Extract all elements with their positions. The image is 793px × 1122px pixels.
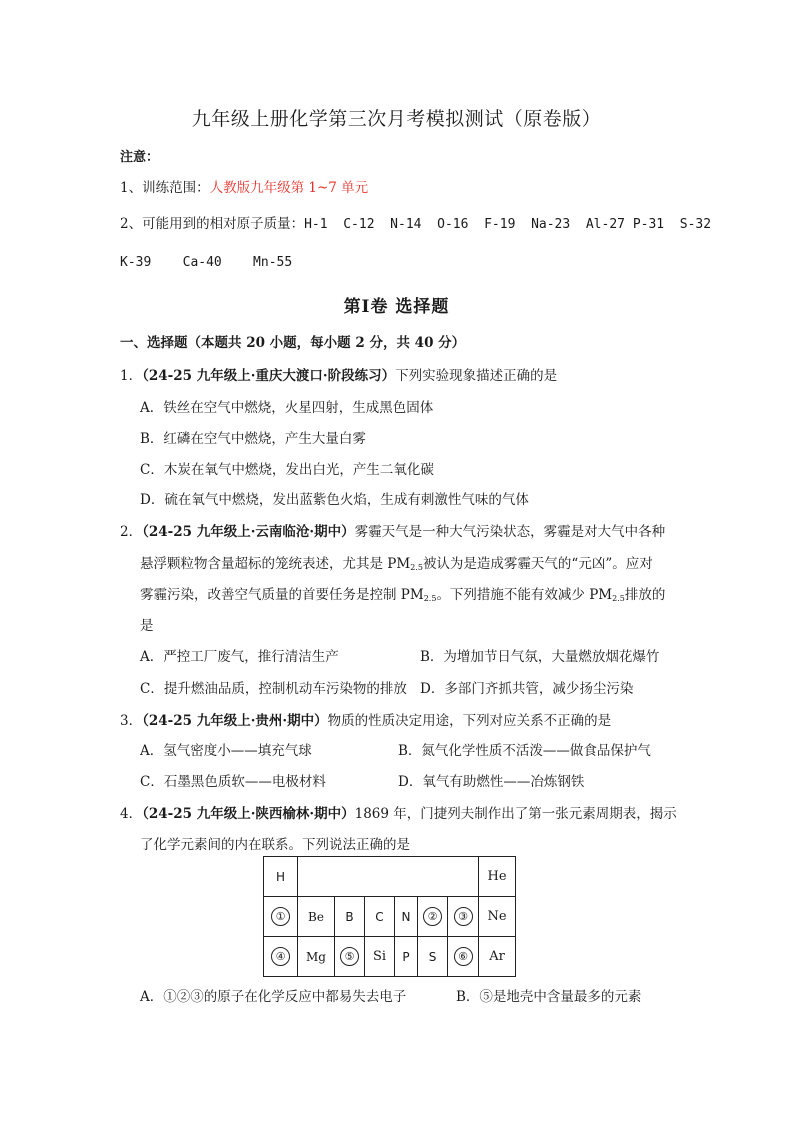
note-2 xyxy=(120,212,711,232)
note-1-prefix: 1、训练范围： xyxy=(120,180,210,196)
question-4-option-a: A．①②③的原子在化学反应中都易失去电子 xyxy=(140,989,407,1005)
pm-subscript: 2.5 xyxy=(612,594,625,603)
question-2-stem-line-2 xyxy=(140,552,653,572)
question-number: 3． xyxy=(120,713,143,729)
question-2-option-a: A．严控工厂废气，推行清洁生产 xyxy=(140,649,339,665)
question-1-option-d: D．硫在氧气中燃烧，发出蓝紫色火焰，生成有刺激性气味的气体 xyxy=(140,492,529,508)
question-4-stem-line-2: 了化学元素间的内在联系。下列说法正确的是 xyxy=(140,837,410,853)
question-number: 1． xyxy=(120,368,143,384)
question-source: （24-25 九年级上·贵州·期中） xyxy=(142,713,328,729)
question-2-option-c: C．提升燃油品质，控制机动车污染物的排放 xyxy=(140,681,407,697)
table-cell: P xyxy=(395,937,418,977)
question-1-option-b: B．红磷在空气中燃烧，产生大量白雾 xyxy=(140,431,366,447)
table-cell: H xyxy=(264,857,298,897)
note-1 xyxy=(120,176,368,196)
question-3-option-b: B．氮气化学性质不活泼——做食品保护气 xyxy=(398,743,651,759)
circled-number: ⑥ xyxy=(454,947,473,966)
question-4-stem-line-1 xyxy=(120,802,677,822)
note-2-masses-cont: K-39 Ca-40 Mn-55 xyxy=(120,255,293,270)
question-text: 雾霾天气是一种大气污染状态，雾霾是对大气中各种 xyxy=(354,524,666,540)
circled-number: ① xyxy=(271,907,290,926)
question-1-option-c: C．木炭在氧气中燃烧，发出白光，产生二氧化碳 xyxy=(140,462,434,478)
table-cell: B xyxy=(335,897,365,937)
table-cell: Ne xyxy=(479,897,516,937)
question-3-stem xyxy=(120,709,611,729)
circled-number: ④ xyxy=(271,947,290,966)
question-2-stem-line-4: 是 xyxy=(140,618,154,634)
stem-text: 雾霾污染，改善空气质量的首要任务是控制 PM xyxy=(140,587,424,603)
question-text: 1869 年，门捷列夫制作出了第一张元素周期表，揭示 xyxy=(354,806,677,822)
question-source: （24-25 九年级上·云南临沧·期中） xyxy=(142,524,355,540)
table-cell: N xyxy=(395,897,418,937)
table-cell: Ar xyxy=(479,937,516,977)
question-text: 物质的性质决定用途，下列对应关系不正确的是 xyxy=(327,713,612,729)
question-2-stem-line-1 xyxy=(120,520,665,540)
note-2-label: 2、可能用到的相对原子质量： xyxy=(120,216,305,232)
question-1-stem xyxy=(120,364,557,384)
question-text: 下列实验现象描述正确的是 xyxy=(395,368,558,384)
table-cell: Mg xyxy=(298,937,335,977)
table-cell: Si xyxy=(365,937,395,977)
table-cell: He xyxy=(479,857,516,897)
stem-text: 被认为是造成雾霾天气的“元凶”。应对 xyxy=(422,556,653,572)
circled-number: ③ xyxy=(454,907,473,926)
periodic-table xyxy=(263,856,516,977)
table-row xyxy=(264,897,516,937)
question-number: 4． xyxy=(120,806,143,822)
question-source: （24-25 九年级上·陕西榆林·期中） xyxy=(142,806,355,822)
table-cell: S xyxy=(418,937,448,977)
table-row xyxy=(264,857,516,897)
table-cell xyxy=(335,937,365,977)
page-title: 九年级上册化学第三次月考模拟测试（原卷版） xyxy=(191,108,602,130)
stem-text: 排放的 xyxy=(624,587,666,603)
question-number: 2． xyxy=(120,524,143,540)
question-3-option-c: C．石墨黑色质软——电极材料 xyxy=(140,774,326,790)
question-2-option-d: D．多部门齐抓共管，减少扬尘污染 xyxy=(420,681,634,697)
table-cell: Be xyxy=(298,897,335,937)
stem-text: 悬浮颗粒物含量超标的笼统表述，尤其是 PM xyxy=(140,556,411,572)
question-3-option-d: D．氧气有助燃性——冶炼钢铁 xyxy=(398,774,585,790)
table-row xyxy=(264,937,516,977)
circled-number: ② xyxy=(423,907,442,926)
part-title: 一、选择题（本题共 20 小题，每小题 2 分，共 40 分） xyxy=(120,335,466,351)
stem-text: 。下列措施不能有效减少 PM xyxy=(436,587,613,603)
pm-subscript: 2.5 xyxy=(410,563,423,572)
circled-number: ⑤ xyxy=(340,947,359,966)
table-cell xyxy=(448,937,479,977)
table-cell xyxy=(264,937,298,977)
question-source: （24-25 九年级上·重庆大渡口·阶段练习） xyxy=(142,368,396,384)
section-title: 第Ⅰ卷 选择题 xyxy=(343,297,450,317)
note-heading: 注意： xyxy=(120,150,160,165)
table-cell-empty xyxy=(298,857,479,897)
question-2-stem-line-3 xyxy=(140,583,665,603)
question-1-option-a: A．铁丝在空气中燃烧，火星四射，生成黑色固体 xyxy=(140,400,434,416)
table-cell xyxy=(448,897,479,937)
question-3-option-a: A．氢气密度小——填充气球 xyxy=(140,743,312,759)
note-1-scope: 人教版九年级第 1~7 单元 xyxy=(209,180,369,196)
table-cell: C xyxy=(365,897,395,937)
question-4-option-b: B．⑤是地壳中含量最多的元素 xyxy=(456,989,642,1005)
table-cell xyxy=(418,897,448,937)
pm-subscript: 2.5 xyxy=(423,594,437,603)
note-2-masses: H-1 C-12 N-14 O-16 F-19 Na-23 Al-27 P-31 S-32 xyxy=(304,217,712,232)
table-cell xyxy=(264,897,298,937)
question-2-option-b: B．为增加节日气氛，大量燃放烟花爆竹 xyxy=(420,649,660,665)
